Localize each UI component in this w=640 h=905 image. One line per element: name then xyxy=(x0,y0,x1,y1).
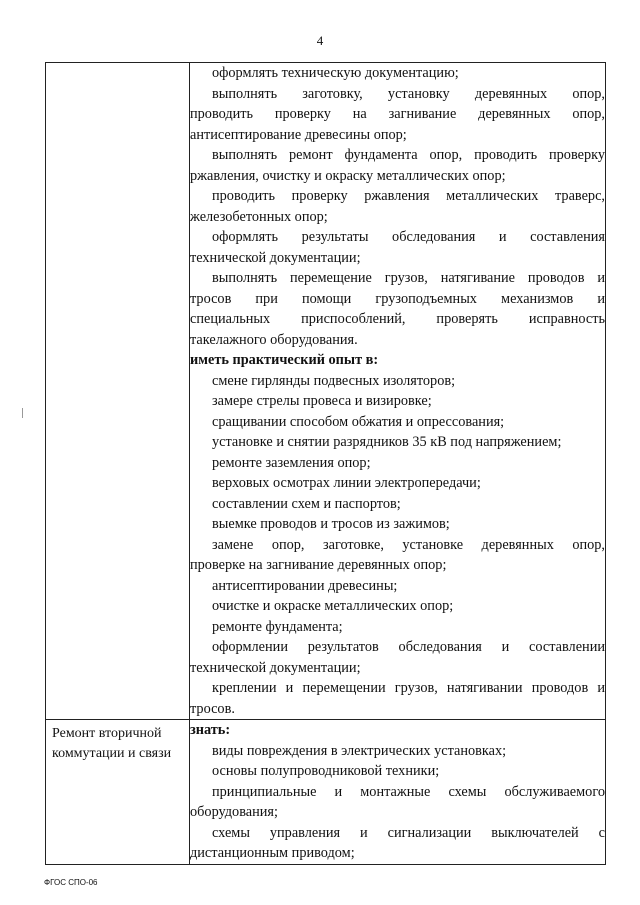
page-number: 4 xyxy=(316,33,324,48)
text-line: виды повреждения в электрических установках; xyxy=(212,742,507,759)
text-line: принципиальные и монтажные схемы обслуживаемого xyxy=(212,783,605,800)
requirements-cell xyxy=(190,63,606,720)
text-line: такелажного оборудования. xyxy=(190,331,358,348)
text-line: тросов. xyxy=(190,700,235,717)
text-line: технической документации; xyxy=(190,249,361,266)
text-line: смене гирлянды подвесных изоляторов; xyxy=(212,372,456,389)
text-line: тросов при помощи грузоподъемных механизмов и xyxy=(190,290,605,307)
text-line: креплении и перемещении грузов, натягивании проводов и xyxy=(212,680,605,696)
text-line: сращивании способом обжатия и опрессования; xyxy=(212,413,505,430)
text-line: выполнять ремонт фундамента опор, проводить проверку xyxy=(212,147,605,163)
text-line: установке и снятии разрядников 35 кВ под напряжением; xyxy=(212,434,562,450)
module-title-line: Ремонт вторичной xyxy=(52,726,162,741)
text-line: составлении схем и паспортов; xyxy=(212,495,401,512)
text-line: выполнять заготовку, установку деревянных опор, xyxy=(212,85,605,102)
text-line: дистанционным приводом; xyxy=(190,845,355,861)
module-cell xyxy=(46,720,190,865)
text-line: очистке и окраске металлических опор; xyxy=(212,598,454,614)
module-cell-empty xyxy=(46,63,190,720)
text-line: верховых осмотрах линии электропередачи; xyxy=(212,475,481,491)
text-line: антисептирование древесины опор; xyxy=(190,126,407,143)
text-line: замере стрелы провеса и визировке; xyxy=(212,393,432,409)
text-line: оформлять техническую документацию; xyxy=(212,65,459,81)
text-line: схемы управления и сигнализации выключателей с xyxy=(212,824,605,841)
text-line: ремонте заземления опор; xyxy=(212,454,371,471)
text-line: оформлять результаты обследования и составления xyxy=(212,229,605,245)
text-line: железобетонных опор; xyxy=(190,208,328,225)
requirements-cell xyxy=(190,720,606,865)
text-line: выемке проводов и тросов из зажимов; xyxy=(212,516,450,532)
text-line: оборудования; xyxy=(190,804,278,820)
text-line: выполнять перемещение грузов, натягивание проводов и xyxy=(212,270,605,286)
competency-table xyxy=(45,62,606,865)
text-line: специальных приспособлений, проверять исправность xyxy=(190,311,605,327)
text-line: проверке на загнивание деревянных опор; xyxy=(190,557,447,573)
text-line: технической документации; xyxy=(190,659,361,676)
text-line: оформлении результатов обследования и составлении xyxy=(212,639,605,655)
footer-code: ФГОС СПО-06 xyxy=(44,878,98,887)
text-line: ржавления, очистку и окраску металлических опор; xyxy=(190,167,506,184)
table-row xyxy=(46,720,606,865)
module-title-line: коммутации и связи xyxy=(52,746,172,761)
text-line: проводить проверку на загнивание деревянных опор, xyxy=(190,106,605,122)
scan-artifact xyxy=(22,408,23,418)
section-heading: иметь практический опыт в: xyxy=(190,352,379,368)
text-line: основы полупроводниковой техники; xyxy=(212,763,440,779)
text-line: проводить проверку ржавления металлических траверс, xyxy=(212,188,605,204)
table-row xyxy=(46,63,606,720)
section-heading: знать: xyxy=(190,722,231,738)
text-line: антисептировании древесины; xyxy=(212,577,398,594)
text-line: ремонте фундамента; xyxy=(212,618,343,635)
text-line: замене опор, заготовке, установке деревянных опор, xyxy=(212,536,605,553)
